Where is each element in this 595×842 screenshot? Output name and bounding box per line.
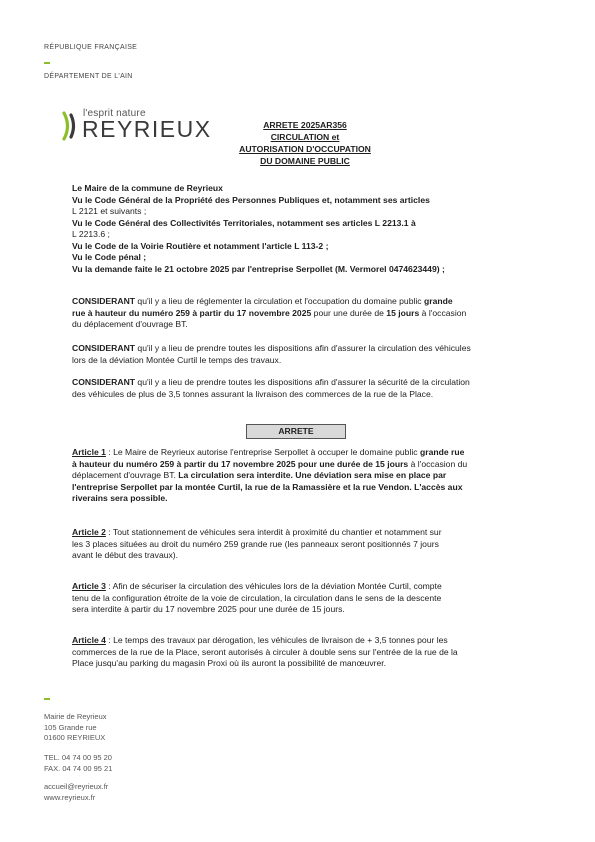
considerant-1-text-b4: à l'occasion	[419, 307, 467, 318]
article-3	[72, 581, 524, 616]
article-1-text-2b: à l'occasion du	[408, 458, 468, 469]
article-1-text-3b: La circulation sera interdite. Une déviation sera mise en place par	[178, 470, 447, 480]
article-2-text-2: les 3 places situées au droit du numéro 259 grande rue (les panneaux seront positionnés 7 jours	[72, 538, 439, 549]
article-1-text-1b: grande rue	[419, 447, 465, 457]
considerant-2	[72, 343, 524, 366]
considerant-3	[72, 377, 524, 400]
footer-email-link[interactable]: accueil@reyrieux.fr	[44, 782, 109, 791]
footer-phone	[44, 753, 174, 774]
arrete-heading: ARRETE	[246, 424, 346, 439]
vu-line-1a: Vu le Code Général de la Propriété des Personnes Publiques et, notamment ses articles	[72, 194, 430, 205]
article-1-text-3a: déplacement d'ouvrage BT.	[72, 470, 179, 480]
article-1-text-2a: à hauteur du numéro 259 à partir du 17 novembre 2025 pour une durée de 15 jours	[72, 458, 409, 469]
considerant-1-text-a2: grande	[423, 296, 453, 306]
reyrieux-logo-icon	[61, 111, 79, 141]
republic-label: RÉPUBLIQUE FRANÇAISE	[44, 44, 138, 51]
article-1-text-1a: : Le Maire de Reyrieux autorise l'entreprise Serpollet à occuper le domaine public	[105, 447, 420, 457]
article-3-label: Article 3	[72, 581, 106, 591]
preamble	[72, 183, 524, 275]
article-3-text-3: sera interdite à partir du 17 novembre 2025 pour une durée de 15 jours.	[72, 604, 345, 614]
logo-wordmark: REYRIEUX	[82, 116, 212, 142]
considerant-2-text-b: lors de la déviation Montée Curtil le temps des travaux.	[72, 354, 282, 365]
footer-fax: FAX. 04 74 00 95 21	[44, 763, 113, 773]
article-1-label: Article 1	[72, 447, 106, 457]
considerant-1-text-c: du déplacement d'ouvrage BT.	[72, 319, 188, 329]
article-4-text-2: commerces de la rue de la Place, seront autorisés à circuler à double sens sur l'entrée de la rue de la	[72, 646, 458, 657]
considerant-keyword: CONSIDERANT	[72, 377, 136, 387]
footer-dash	[44, 698, 50, 700]
footer-line-3: 01600 REYRIEUX	[44, 733, 106, 742]
footer-address	[44, 712, 174, 744]
article-3-text-1: : Afin de sécuriser la circulation des véhicules lors de la déviation Montée Curtil, compte	[105, 581, 442, 591]
considerant-2-text-a: qu'il y a lieu de prendre toutes les dispositions afin d'assurer la circulation des véhicules	[135, 343, 471, 353]
logo-tagline: l'esprit nature	[83, 108, 146, 119]
title-line-2: CIRCULATION et	[270, 132, 340, 142]
decree-title	[220, 119, 390, 167]
considerant-1-text-b2: pour une durée de	[311, 307, 387, 318]
article-4	[72, 635, 524, 670]
considerant-1-text-a1: qu'il y a lieu de réglementer la circulation et l'occupation du domaine public	[135, 296, 424, 306]
footer-tel: TEL. 04 74 00 95 20	[44, 753, 112, 762]
footer-web	[44, 782, 174, 803]
article-2	[72, 527, 524, 562]
vu-line-1b: L 2121 et suivants ;	[72, 206, 147, 216]
article-1-text-4: l'entreprise Serpollet par la montée Curtil, la rue de la Ramassière et la rue Vendon. L'accès aux	[72, 481, 463, 492]
considerant-1	[72, 296, 524, 331]
article-2-text-1: : Tout stationnement de véhicules sera interdit à proximité du chantier et notamment sur	[105, 527, 442, 537]
considerant-3-text-b: des véhicules de plus de 3,5 tonnes assurant la livraison des commerces de la rue de la Place.	[72, 388, 434, 399]
footer-line-1: Mairie de Reyrieux	[44, 712, 107, 721]
article-4-text-1: : Le temps des travaux par dérogation, les véhicules de livraison de + 3,5 tonnes pour les	[105, 635, 448, 645]
considerant-keyword: CONSIDERANT	[72, 343, 136, 353]
footer-line-2: 105 Grande rue	[44, 722, 97, 732]
article-2-text-3: avant le début des travaux).	[72, 550, 179, 560]
considerant-1-text-b3: 15 jours	[386, 307, 420, 318]
mayor-line: Le Maire de la commune de Reyrieux	[72, 183, 223, 193]
article-1-text-5: riverains sera possible.	[72, 493, 168, 503]
article-4-text-3: Place jusqu'au parking du magasin Proxi où ils auront la possibilité de manœuvrer.	[72, 658, 387, 668]
vu-line-2a: Vu le Code Général des Collectivités Territoriales, notamment ses articles L 2213.1 à	[72, 217, 416, 228]
article-2-label: Article 2	[72, 527, 106, 537]
vu-line-5: Vu la demande faite le 21 octobre 2025 par l'entreprise Serpollet (M. Vermorel 0474623449) ;	[72, 263, 445, 274]
article-1	[72, 447, 524, 505]
considerant-1-text-b1: rue à hauteur du numéro 259 à partir du 17 novembre 2025	[72, 307, 312, 318]
title-line-3: AUTORISATION D'OCCUPATION	[239, 144, 371, 154]
header-dash	[44, 62, 50, 64]
considerant-3-text-a: qu'il y a lieu de prendre toutes les dispositions afin d'assurer la sécurité de la circulation	[135, 377, 470, 387]
article-4-label: Article 4	[72, 635, 106, 645]
vu-line-4: Vu le Code pénal ;	[72, 252, 147, 262]
vu-line-3: Vu le Code de la Voirie Routière et notamment l'article L 113-2 ;	[72, 240, 329, 251]
department-label: DÉPARTEMENT DE L'AIN	[44, 73, 133, 80]
article-3-text-2: tenu de la configuration étroite de la voie de circulation, la circulation dans le sens de la descente	[72, 592, 442, 603]
considerant-keyword: CONSIDERANT	[72, 296, 136, 306]
vu-line-2b: L 2213.6 ;	[72, 229, 110, 239]
footer-website-link[interactable]: www.reyrieux.fr	[44, 792, 96, 802]
decree-number: ARRETE 2025AR356	[263, 120, 347, 130]
title-line-4: DU DOMAINE PUBLIC	[260, 156, 350, 166]
